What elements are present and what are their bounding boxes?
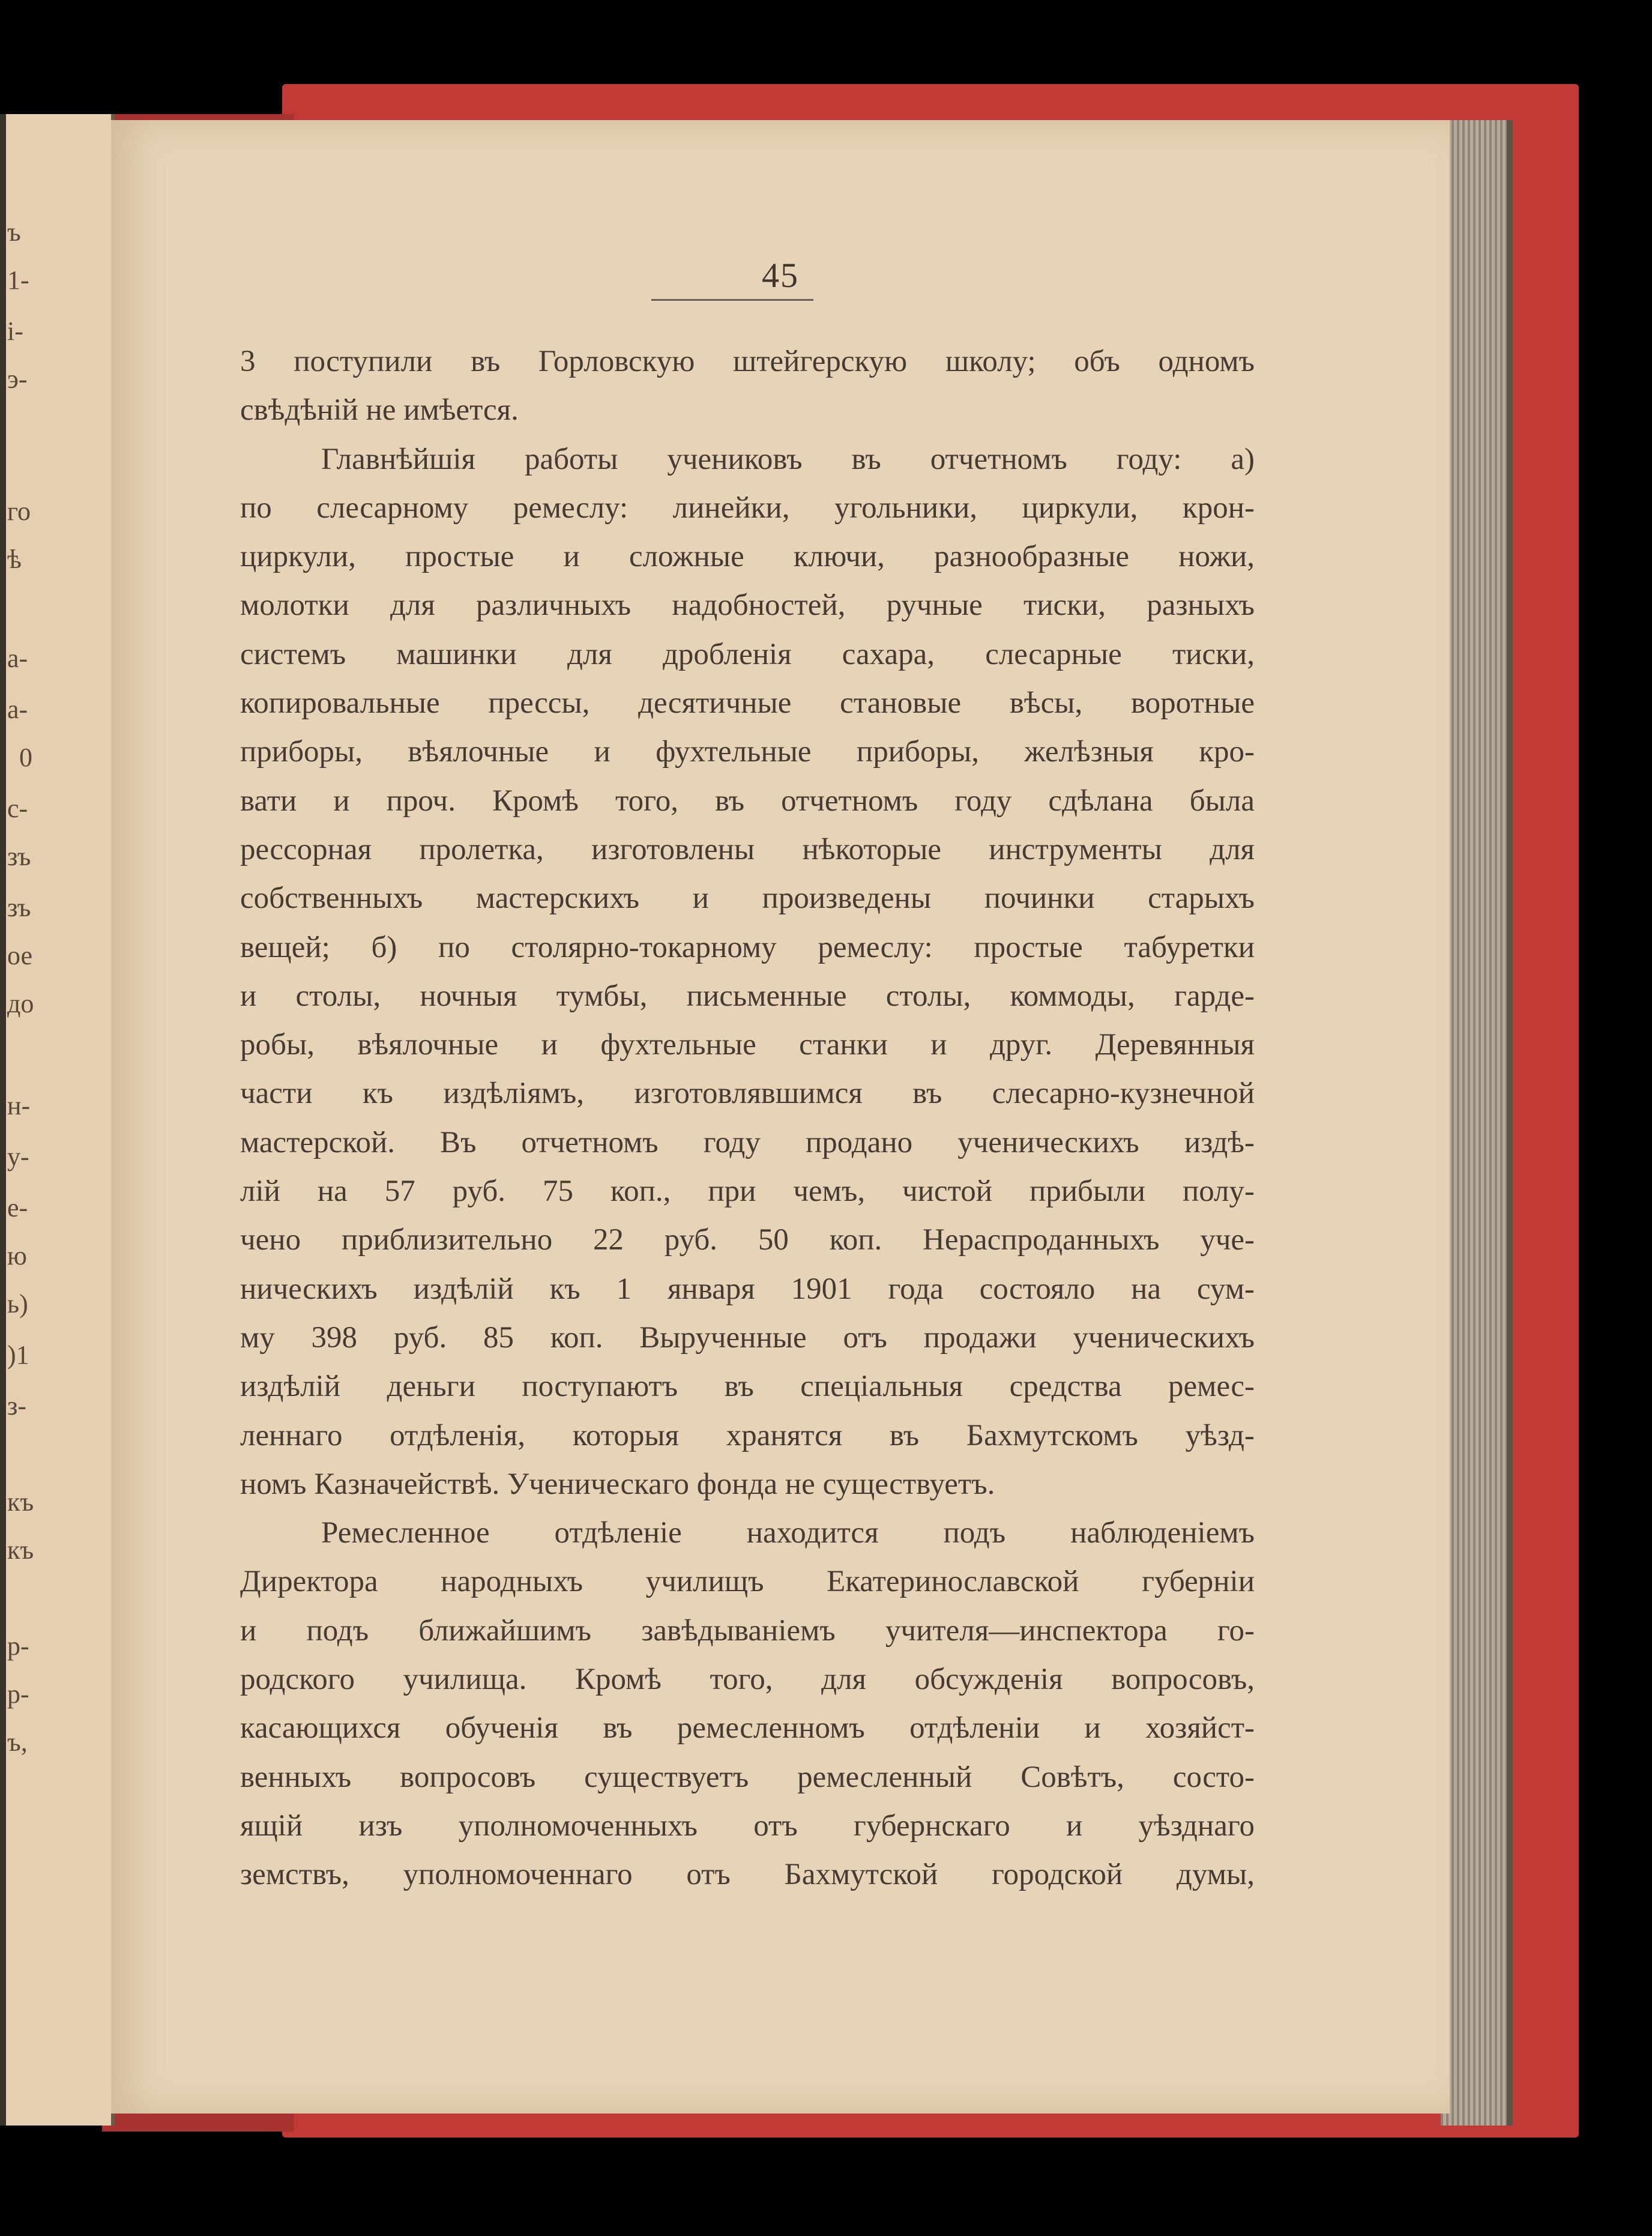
text-line: венныхъ вопросовъ существуетъ ремесленный Совѣтъ, состо- xyxy=(240,1760,1255,1794)
previous-page-line-end: къ xyxy=(7,1535,34,1565)
text-line: системъ машинки для дробленія сахара, слесарные тиски, xyxy=(240,637,1255,671)
text-line: чено приблизительно 22 руб. 50 коп. Нераспроданныхъ уче- xyxy=(240,1223,1255,1257)
text-line: издѣлій деньги поступаютъ въ спеціальныя средства ремес- xyxy=(240,1370,1255,1404)
book-spine xyxy=(0,114,6,2126)
previous-page-line-end: у- xyxy=(7,1142,29,1171)
previous-page-line-end: ъ xyxy=(7,217,21,247)
text-line: 3 поступили въ Горловскую штейгерскую школу; объ одномъ xyxy=(240,345,1255,378)
previous-page-line-end: н- xyxy=(7,1091,31,1120)
previous-page-line-end: р- xyxy=(7,1631,29,1661)
text-line: леннаго отдѣленія, которыя хранятся въ Бахмутскомъ уѣзд- xyxy=(240,1418,1255,1452)
previous-page-line-end: до xyxy=(7,989,34,1018)
body-text xyxy=(240,337,1255,1900)
previous-page-fragment xyxy=(0,114,115,2126)
page-edges xyxy=(1441,120,1513,2126)
previous-page-line-end: ъ, xyxy=(7,1727,28,1757)
previous-page-line-end: ю xyxy=(7,1241,27,1271)
previous-page-line-end: з- xyxy=(7,1391,27,1421)
previous-page-line-end: 0 xyxy=(19,743,32,772)
text-line: лій на 57 руб. 75 коп., при чемъ, чистой прибыли полу- xyxy=(240,1174,1255,1209)
text-line: ящій изъ уполномоченныхъ отъ губернскаго и уѣзднаго xyxy=(240,1808,1255,1843)
text-line: номъ Казначействѣ. Ученическаго фонда не существуетъ. xyxy=(240,1467,995,1501)
previous-page-line-end: с- xyxy=(7,794,28,823)
previous-page-line-end: i- xyxy=(7,316,23,346)
previous-page-line-end: е- xyxy=(7,1193,28,1222)
text-line: и столы, ночныя тумбы, письменные столы, коммоды, гарде- xyxy=(240,979,1255,1013)
text-line: Ремесленное отдѣленіе находится подъ наблюденіемъ xyxy=(321,1516,1255,1550)
text-line: части къ издѣліямъ, изготовлявшимся въ слесарно-кузнечной xyxy=(240,1077,1255,1111)
text-line: му 398 руб. 85 коп. Вырученные отъ продажи ученическихъ xyxy=(240,1320,1255,1355)
text-line: вещей; б) по столярно-токарному ремеслу: простые табуретки xyxy=(240,930,1255,964)
previous-page-line-end: р- xyxy=(7,1679,29,1709)
previous-page-line-end: зъ xyxy=(7,893,31,922)
text-line: ническихъ издѣлій къ 1 января 1901 года состояло на сум- xyxy=(240,1272,1255,1306)
text-line: свѣдѣній не имѣется. xyxy=(240,393,519,428)
text-line: копировальные прессы, десятичные становые вѣсы, воротные xyxy=(240,686,1255,721)
previous-page-line-end: ь) xyxy=(7,1289,28,1319)
previous-page-line-ends xyxy=(7,114,109,2126)
previous-page-line-end: а- xyxy=(7,644,28,673)
previous-page-line-end: )1 xyxy=(7,1340,29,1370)
previous-page-line-end: го xyxy=(7,497,31,526)
text-line: и подъ ближайшимъ завѣдываніемъ учителя—инспектора го- xyxy=(240,1613,1255,1648)
text-line: молотки для различныхъ надобностей, ручные тиски, разныхъ xyxy=(240,588,1255,623)
previous-page-line-end: 1- xyxy=(7,265,29,295)
previous-page-line-end: ѣ xyxy=(7,545,22,574)
previous-page-line-end: къ xyxy=(7,1487,34,1517)
page-number: 45 xyxy=(762,256,799,295)
text-line: робы, вѣялочные и фухтельные станки и друг. Деревянныя xyxy=(240,1028,1255,1062)
text-line: Главнѣйшія работы учениковъ въ отчетномъ году: а) xyxy=(321,442,1255,476)
text-line: по слесарному ремеслу: линейки, угольники, циркули, крон- xyxy=(240,491,1255,525)
previous-page-line-end: зъ xyxy=(7,842,31,871)
text-line: собственныхъ мастерскихъ и произведены починки старыхъ xyxy=(240,881,1255,916)
text-line: мастерской. Въ отчетномъ году продано ученическихъ издѣ- xyxy=(240,1125,1255,1159)
text-line: вати и проч. Кромѣ того, въ отчетномъ году сдѣлана была xyxy=(240,784,1255,818)
text-line: касающихся обученія въ ремесленномъ отдѣленіи и хозяйст- xyxy=(240,1711,1255,1745)
previous-page-line-end: э- xyxy=(7,364,28,394)
text-line: рессорная пролетка, изготовлены нѣкоторые инструменты для xyxy=(240,832,1255,866)
previous-page-line-end: а- xyxy=(7,695,28,724)
text-line: Директора народныхъ училищъ Екатеринославской губерніи xyxy=(240,1565,1255,1599)
text-line: циркули, простые и сложные ключи, разнообразные ножи, xyxy=(240,540,1255,574)
book-page xyxy=(111,120,1450,2114)
page-number-rule xyxy=(651,299,813,301)
text-line: приборы, вѣялочные и фухтельные приборы, желѣзныя кро- xyxy=(240,735,1255,769)
text-line: земствъ, уполномоченнаго отъ Бахмутской городской думы, xyxy=(240,1858,1255,1892)
text-line: родского училища. Кромѣ того, для обсужденія вопросовъ, xyxy=(240,1663,1255,1697)
previous-page-line-end: ое xyxy=(7,941,33,970)
